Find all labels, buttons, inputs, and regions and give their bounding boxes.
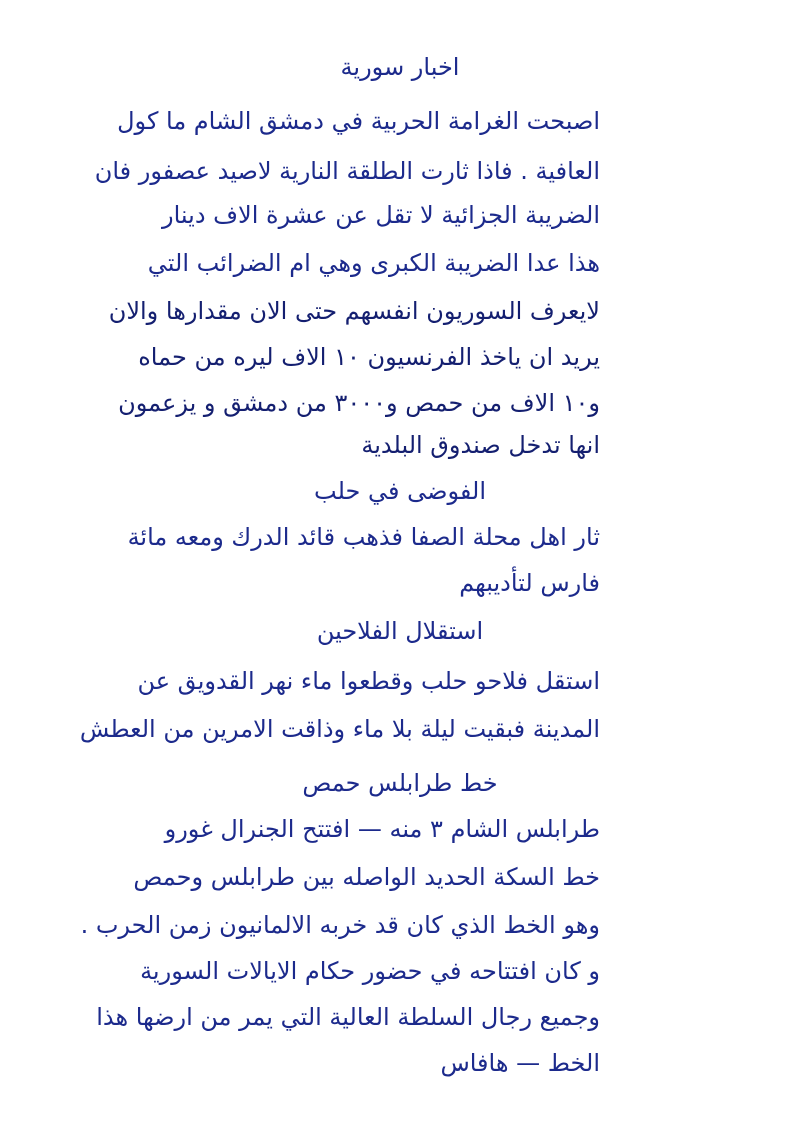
paragraph-line: و١٠ الاف من حمص و٣٠٠٠ من دمشق و يزعمون — [118, 389, 600, 417]
paragraph-line: وجميع رجال السلطة العالية التي يمر من ارضها هذا — [96, 1003, 600, 1031]
paragraph-line: يريد ان ياخذ الفرنسيون ١٠ الاف ليره من حماه — [138, 343, 600, 371]
paragraph-line: لايعرف السوريون انفسهم حتى الان مقدارها والان — [108, 297, 600, 325]
paragraph-line: انها تدخل صندوق البلدية — [361, 431, 600, 459]
paragraph-line: الضريبة الجزائية لا تقل عن عشرة الاف دينار — [162, 201, 600, 229]
paragraph-line: و كان افتتاحه في حضور حكام الايالات السورية — [140, 957, 600, 985]
paragraph-line: استقل فلاحو حلب وقطعوا ماء نهر القدويق عن — [137, 667, 600, 695]
section-title-syria-news: اخبار سورية — [340, 53, 460, 81]
section-title-aleppo-chaos: الفوضى في حلب — [314, 477, 486, 505]
paragraph-line: فارس لتأديبهم — [459, 569, 600, 597]
paragraph-line: المدينة فبقيت ليلة بلا ماء وذاقت الامرين من العطش — [79, 715, 600, 743]
paragraph-line: طرابلس الشام ٣ منه — افتتح الجنرال غورو — [164, 815, 600, 843]
paragraph-line: ثار اهل محلة الصفا فذهب قائد الدرك ومعه مائة — [127, 523, 600, 551]
paragraph-line: خط السكة الحديد الواصله بين طرابلس وحمص — [133, 863, 600, 891]
paragraph-line: الخط — هافاس — [440, 1049, 600, 1077]
paragraph-line: العافية . فاذا ثارت الطلقة النارية لاصيد عصفور فان — [94, 157, 600, 185]
paragraph-line: هذا عدا الضريبة الكبرى وهي ام الضرائب التي — [147, 249, 600, 277]
section-title-peasants-independence: استقلال الفلاحين — [316, 617, 484, 645]
paragraph-line: وهو الخط الذي كان قد خربه الالمانيون زمن الحرب . — [80, 911, 600, 939]
section-title-tripoli-homs-line: خط طرابلس حمص — [302, 769, 498, 797]
paragraph-line: اصبحت الغرامة الحربية في دمشق الشام ما كول — [117, 107, 600, 135]
